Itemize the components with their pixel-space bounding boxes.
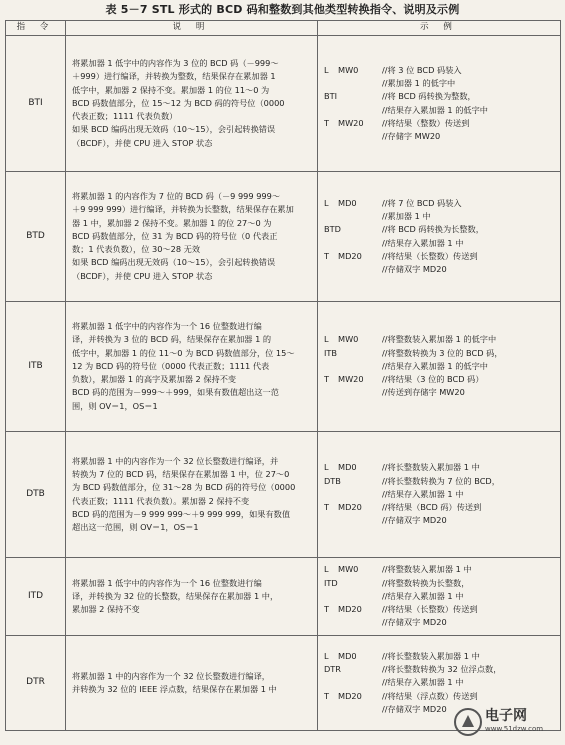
description-cell (66, 558, 318, 636)
example-operand: MD0 (338, 197, 357, 208)
example-comment: //结果存入累加器 1 的低字中 (382, 360, 488, 371)
table-row (6, 558, 561, 636)
example-keyword: ITD (324, 577, 338, 588)
description-line: 将累加器 1 的内容作为 7 位的 BCD 码（－9 999 999～ (72, 191, 281, 202)
description-line: 负数），累加器 1 的高字及累加器 2 保持不变 (72, 374, 237, 385)
example-comment: //将长整数转换为 32 位浮点数， (382, 664, 502, 675)
description-line: （BCDF），并使 CPU 进入 STOP 状态 (72, 270, 213, 281)
example-comment: //结果存入累加器 1 的低字中 (382, 104, 488, 115)
description-line: 器 1 中，累加器 2 保持不变。累加器 1 的位 27～0 为 (72, 217, 272, 228)
example-comment: //结果存入累加器 1 中 (382, 237, 464, 248)
header-description: 说 明 (66, 21, 318, 36)
example-comment: //累加器 1 中 (382, 211, 431, 222)
description-line: 12 为 BCD 码的符号位（0000 代表正数；1111 代表 (72, 360, 270, 371)
example-operand (338, 590, 382, 603)
example-line (324, 488, 558, 501)
header-example: 示 例 (318, 21, 561, 36)
example-cell (318, 432, 561, 558)
example-line (324, 104, 558, 117)
example-keyword: T (324, 690, 330, 701)
example-line (324, 64, 558, 77)
example-keyword (324, 703, 338, 716)
description-line: 低字中，累加器 1 的位 11～0 为 BCD 码数值部分，位 15～ (72, 347, 295, 358)
example-operand (338, 360, 382, 373)
description-line: 围，则 OV＝1，OS＝1 (72, 400, 158, 411)
example-keyword: L (324, 197, 329, 208)
example-cell (318, 172, 561, 302)
example-comment: //存储双字 MD20 (382, 515, 447, 526)
example-line (324, 373, 558, 386)
example-keyword: T (324, 117, 330, 128)
example-keyword: L (324, 334, 329, 345)
description-line: BCD 码数值部分，位 31 为 BCD 码的符号位（0 代表正 (72, 230, 278, 241)
example-line (324, 90, 558, 103)
example-line (324, 690, 558, 703)
example-comment: //将 BCD 码转换为整数， (382, 91, 476, 102)
example-comment: //存储双字 MD20 (382, 703, 447, 714)
site-logo-icon (453, 707, 483, 737)
example-comment: //将结果（BCD 码）传送到 (382, 502, 482, 513)
description-cell (66, 432, 318, 558)
example-line (324, 650, 558, 663)
header-instruction: 指 令 (6, 21, 66, 36)
description-line: BCD 码的范围为－999～＋999，如果有数值超出这一范 (72, 387, 279, 398)
example-line (324, 386, 558, 399)
instruction-table (5, 20, 561, 731)
example-keyword (324, 210, 338, 223)
example-operand: MD20 (338, 502, 362, 513)
example-keyword: T (324, 250, 330, 261)
example-cell (318, 302, 561, 432)
description-line: 累加器 2 保持不变 (72, 604, 140, 615)
example-comment: //将长整数转换为 7 位的 BCD， (382, 475, 500, 486)
example-comment: //将 7 位 BCD 码装入 (382, 197, 462, 208)
example-line (324, 663, 558, 676)
description-line: 将累加器 1 低字中的内容作为一个 16 位整数进行编 (72, 321, 262, 332)
example-keyword (324, 514, 338, 527)
example-operand: MW0 (338, 564, 359, 575)
example-keyword: L (324, 650, 329, 661)
example-comment: //将结果（3 位的 BCD 码） (382, 374, 484, 385)
example-comment: //将 BCD 码转换为长整数， (382, 224, 484, 235)
description-cell (66, 302, 318, 432)
example-comment: //将整数装入累加器 1 的低字中 (382, 334, 497, 345)
example-keyword: ITB (324, 347, 338, 358)
description-line: 低字中，累加器 2 保持不变。累加器 1 的位 11～0 为 (72, 84, 270, 95)
example-operand (338, 663, 382, 676)
example-comment: //结果存入累加器 1 中 (382, 488, 464, 499)
example-keyword (324, 263, 338, 276)
example-comment: //累加器 1 的低字中 (382, 78, 456, 89)
example-comment: //将 3 位 BCD 码装入 (382, 64, 462, 75)
example-keyword (324, 676, 338, 689)
example-keyword: DTR (324, 664, 341, 675)
description-line: 超出这一范围，则 OV＝1，OS＝1 (72, 521, 199, 532)
example-line (324, 603, 558, 616)
instruction-cell: ITD (6, 558, 66, 636)
description-line: ＋9 999 999）进行编译，并转换为长整数，结果保存在累加 (72, 204, 294, 215)
description-line: 将累加器 1 中的内容作为一个 32 位长整数进行编译，并 (72, 455, 279, 466)
example-line (324, 237, 558, 250)
description-line: 代表正数；1111 代表负数）。累加器 2 保持不变 (72, 495, 250, 506)
description-line: （BCDF），并使 CPU 进入 STOP 状态 (72, 137, 213, 148)
example-line (324, 347, 558, 360)
example-line (324, 263, 558, 276)
example-operand: MW20 (338, 374, 364, 385)
example-keyword (324, 386, 338, 399)
example-line (324, 676, 558, 689)
example-line (324, 130, 558, 143)
description-line: 如果 BCD 编码出现无效码（10～15），会引起转换错误 (72, 257, 276, 268)
site-watermark (453, 705, 561, 739)
site-url: www.51dzw.com (485, 725, 544, 733)
example-comment: //将整数装入累加器 1 中 (382, 564, 472, 575)
example-line (324, 223, 558, 236)
example-operand (338, 223, 382, 236)
example-operand (338, 475, 382, 488)
example-comment: //将长整数装入累加器 1 中 (382, 650, 480, 661)
description-line: 为 BCD 码数值部分，位 31～28 为 BCD 码的符号位（0000 (72, 482, 296, 493)
description-line: 代表正数；1111 代表负数） (72, 111, 178, 122)
instruction-cell: DTR (6, 636, 66, 731)
example-keyword (324, 360, 338, 373)
example-operand: MW0 (338, 64, 359, 75)
example-comment: //将结果（浮点数）传送到 (382, 690, 478, 701)
instruction-cell: BTI (6, 36, 66, 172)
example-operand: MW20 (338, 117, 364, 128)
example-line (324, 461, 558, 474)
description-line: ＋999）进行编译，并转换为整数，结果保存在累加器 1 (72, 71, 276, 82)
example-line (324, 197, 558, 210)
example-operand (338, 577, 382, 590)
example-operand (338, 263, 382, 276)
example-operand (338, 616, 382, 629)
example-line (324, 360, 558, 373)
description-line: 如果 BCD 编码出现无效码（10～15），会引起转换错误 (72, 124, 276, 135)
example-comment: //传送到存储字 MW20 (382, 387, 465, 398)
example-comment: //将整数转换为长整数， (382, 577, 470, 588)
example-operand (338, 237, 382, 250)
example-keyword: BTD (324, 224, 341, 235)
example-operand (338, 386, 382, 399)
description-line: BCD 码的范围为－9 999 999～＋9 999 999，如果有数值 (72, 508, 291, 519)
example-keyword: L (324, 564, 329, 575)
description-line: 译，并转换为 3 位的 BCD 码，结果保存在累加器 1 的 (72, 334, 272, 345)
example-line (324, 501, 558, 514)
example-keyword: T (324, 374, 330, 385)
example-keyword (324, 130, 338, 143)
description-line: BCD 码数值部分，位 15～12 为 BCD 码的符号位（0000 (72, 97, 285, 108)
example-keyword: T (324, 502, 330, 513)
example-keyword: BTI (324, 91, 338, 102)
table-row (6, 302, 561, 432)
example-line (324, 333, 558, 346)
table-caption: 表 5－7 STL 形式的 BCD 码和整数到其他类型转换指令、说明及示例 (105, 3, 460, 16)
example-operand (338, 90, 382, 103)
example-operand (338, 347, 382, 360)
instruction-cell: ITB (6, 302, 66, 432)
example-operand (338, 77, 382, 90)
example-operand (338, 703, 382, 716)
example-comment: //结果存入累加器 1 中 (382, 677, 464, 688)
example-line (324, 117, 558, 130)
example-keyword: L (324, 462, 329, 473)
example-keyword (324, 237, 338, 250)
example-operand (338, 130, 382, 143)
example-keyword (324, 590, 338, 603)
example-keyword: T (324, 604, 330, 615)
example-operand (338, 104, 382, 117)
description-line: 将累加器 1 中的内容作为一个 32 位长整数进行编译， (72, 670, 270, 681)
table-row (6, 172, 561, 302)
description-cell (66, 636, 318, 731)
instruction-cell: BTD (6, 172, 66, 302)
table-body (6, 36, 561, 731)
description-cell (66, 36, 318, 172)
example-line (324, 514, 558, 527)
example-comment: //将结果（长整数）传送到 (382, 604, 478, 615)
example-operand: MD0 (338, 462, 357, 473)
example-cell (318, 558, 561, 636)
example-cell (318, 36, 561, 172)
example-line (324, 77, 558, 90)
description-line: 译，并转换为 32 位的长整数，结果保存在累加器 1 中， (72, 590, 279, 601)
example-keyword (324, 488, 338, 501)
example-comment: //将结果（长整数）传送到 (382, 250, 478, 261)
example-line (324, 577, 558, 590)
example-keyword: DTB (324, 475, 341, 486)
example-operand: MD20 (338, 250, 362, 261)
example-line (324, 475, 558, 488)
example-operand: MD0 (338, 650, 357, 661)
description-line: 数；1 代表负数），位 30～28 无效 (72, 244, 201, 255)
example-comment: //将整数转换为 3 位的 BCD 码， (382, 347, 503, 358)
example-line (324, 210, 558, 223)
example-operand (338, 488, 382, 501)
example-line (324, 616, 558, 629)
example-line (324, 563, 558, 576)
example-comment: //将长整数装入累加器 1 中 (382, 462, 480, 473)
example-comment: //存储双字 MD20 (382, 263, 447, 274)
example-comment: //将结果（整数）传送到 (382, 117, 470, 128)
example-keyword (324, 616, 338, 629)
example-line (324, 250, 558, 263)
example-keyword (324, 104, 338, 117)
description-cell (66, 172, 318, 302)
example-operand: MW0 (338, 334, 359, 345)
example-comment: //结果存入累加器 1 中 (382, 590, 464, 601)
example-comment: //存储字 MW20 (382, 130, 441, 141)
example-operand (338, 210, 382, 223)
example-operand: MD20 (338, 604, 362, 615)
site-name: 电子网 (485, 708, 527, 724)
table-row (6, 36, 561, 172)
description-line: 将累加器 1 低字中的内容作为一个 16 位整数进行编 (72, 577, 262, 588)
example-operand (338, 514, 382, 527)
example-keyword (324, 77, 338, 90)
example-operand (338, 676, 382, 689)
example-line (324, 590, 558, 603)
instruction-cell: DTB (6, 432, 66, 558)
table-row (6, 432, 561, 558)
example-keyword: L (324, 64, 329, 75)
example-comment: //存储双字 MD20 (382, 617, 447, 628)
description-line: 转换为 7 位的 BCD 码，结果保存在累加器 1 中，位 27～0 (72, 469, 290, 480)
header-row (6, 21, 561, 36)
description-line: 将累加器 1 低字中的内容作为 3 位的 BCD 码（－999～ (72, 58, 279, 69)
description-line: 并转换为 32 位的 IEEE 浮点数，结果保存在累加器 1 中 (72, 684, 277, 694)
example-operand: MD20 (338, 690, 362, 701)
